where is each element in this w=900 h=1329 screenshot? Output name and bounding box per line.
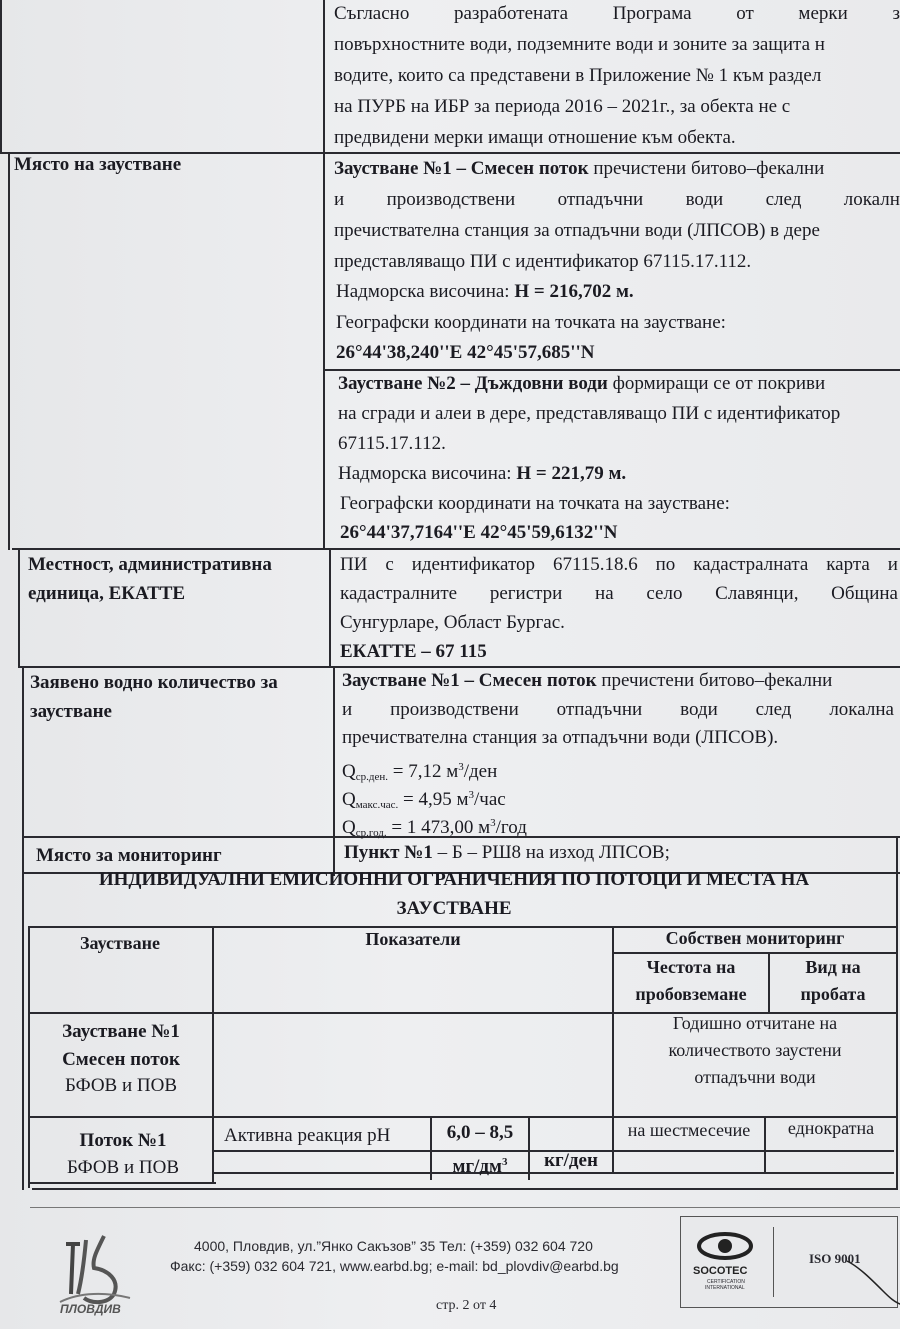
monitoring-point: Пункт №1 – Б – РШ8 на изход ЛПСОВ; [344,842,670,863]
locality-line: Сунгурларе, Област Бургас. [340,612,565,633]
discharge-2-line: на сгради и алеи в дере, представляващо ПИ с идентификатор [338,403,841,424]
row1-discharge-name: БФОВ и ПОВ [64,1075,178,1096]
socotec-brand: SOCOTEC [693,1265,748,1277]
limits-heading: ИНДИВИДУАЛНИ ЕМИСИОННИ ОГРАНИЧЕНИЯ ПО ПОТОЦИ И МЕСТА НА [98,869,810,890]
col-header-frequency: Честота на [646,957,736,977]
flow-daily-average: $Q_{ср.ден.} = 7,12$ $м^3$/ден [342,761,498,783]
declared-quantity-label: Заявено водно количество за [30,672,278,693]
locality-label: Местност, административна [28,554,272,575]
declared-quantity-line: и производствени отпадъчни води след локална [342,699,894,720]
row2-unit-concentration: $мг/дм^3$ [452,1156,508,1177]
table-line [32,1188,896,1190]
declared-quantity-line: пречиствателна станция за отпадъчни води (ЛПСОВ). [342,727,779,748]
table-line [22,666,24,1190]
row2-unit-load: кг/ден [544,1150,598,1171]
discharge-1-line: представляващо ПИ с идентификатор 67115.17.112. [334,251,752,272]
row2-stream-name: БФОВ и ПОВ [66,1157,180,1178]
row1-note: отпадъчни води [694,1067,816,1087]
table-line [323,0,325,548]
row2-stream-name: Поток №1 [79,1130,167,1151]
discharge-1-coord-label: Географски координати на точката на заустване: [336,312,726,333]
footer-address: 4000, Пловдив, ул.”Янко Сакъзов” 35 Тел: (+359) 032 604 720 [194,1238,593,1254]
discharge-place-label: Място на заустване [14,154,182,175]
certification-badge [680,1216,898,1308]
col-header-frequency: пробовземане [635,984,747,1004]
locality-ekatte: ЕКАТТЕ – 67 115 [340,641,487,662]
discharge-2-altitude: Надморска височина: Н = 221,79 м. [338,463,627,484]
limits-heading: ЗАУСТВАНЕ [396,898,512,919]
declared-quantity-title: Заустване №1 – Смесен поток пречистени битово–фекални [342,670,833,691]
row1-note: количеството заустени [668,1040,842,1060]
table-line [18,548,20,668]
row1-note: Годишно отчитане на [672,1013,838,1033]
logo-text: ПЛОВДИВ [60,1302,121,1316]
table-line [8,152,10,550]
programme-line: Съгласно разработената Програма от мерки з [334,3,900,24]
row2-frequency: на шестмесечие [627,1120,751,1140]
basin-directorate-logo [56,1232,136,1324]
discharge-2-title: Заустване №2 – Дъждовни води формиращи се от покриви [338,373,826,394]
iso-label: ISO 9001 [809,1251,861,1266]
flow-annual-average: $Q_{ср.год.} = 1$ 473,00 $м^3$/год [342,817,527,839]
locality-line: кадастралните регистри на село Славянци, Община [340,583,898,604]
socotec-eye-icon [691,1229,759,1263]
locality-label: единица, ЕКАТТЕ [28,583,186,604]
row1-discharge-name: Заустване №1 [62,1021,180,1042]
monitoring-label: Място за мониторинг [36,845,222,866]
col-header-discharge: Заустване [80,933,160,953]
signature-mark-icon [845,1257,900,1307]
badge-divider [773,1227,774,1297]
table-line [329,548,331,668]
discharge-1-title: Заустване №1 – Смесен поток пречистени битово–фекални [334,158,825,179]
discharge-2-coord-label: Географски координати на точката на заустване: [340,493,730,514]
col-header-sample-type: Вид на [805,957,861,977]
discharge-1-line: и производствени отпадъчни води след локалн [334,189,900,210]
programme-line: водите, които са представени в Приложение № 1 към раздел [334,65,822,86]
row2-indicator: Активна реакция pH [224,1125,391,1146]
row2-value: 6,0 – 8,5 [446,1122,514,1143]
declared-quantity-label: заустване [30,701,112,722]
col-header-sample-type: пробата [800,984,866,1004]
table-line [0,0,2,152]
programme-line: повърхностните води, подземните води и зоните за защита н [334,34,825,55]
table-line [896,836,898,1190]
programme-line: на ПУРБ на ИБР за периода 2016 – 2021г., за обекта не с [334,96,791,117]
col-header-indicators: Показатели [365,929,461,949]
page-number: стр. 2 от 4 [436,1298,497,1313]
locality-line: ПИ с идентификатор 67115.18.6 по кадастралната карта и [340,554,898,575]
discharge-2-line: 67115.17.112. [338,433,446,454]
row2-sample-type: еднократна [787,1118,875,1138]
discharge-2-coordinates: 26°44'37,7164''Е 42°45'59,6132''N [340,522,618,543]
discharge-1-coordinates: 26°44'38,240''Е 42°45'57,685''N [336,342,595,363]
flow-hourly-max: $Q_{макс.час.} = 4,95$ $м^3$/час [342,789,506,811]
discharge-1-altitude: Надморска височина: Н = 216,702 м. [336,281,634,302]
table-line [333,666,335,876]
socotec-subtitle: INTERNATIONAL [705,1285,745,1291]
discharge-1-line: пречиствателна станция за отпадъчни води (ЛПСОВ) в дере [334,220,820,241]
footer-divider [30,1207,900,1208]
programme-line: предвидени мерки имащи отношение към обекта. [334,127,736,148]
socotec-logo [691,1229,759,1291]
footer-contacts: Факс: (+359) 032 604 721, www.earbd.bg; e-mail: bd_plovdiv@earbd.bg [170,1258,619,1274]
socotec-subtitle: CERTIFICATION [707,1279,745,1285]
row1-discharge-name: Смесен поток [62,1049,180,1070]
col-header-own-monitoring: Собствен мониторинг [665,928,845,948]
